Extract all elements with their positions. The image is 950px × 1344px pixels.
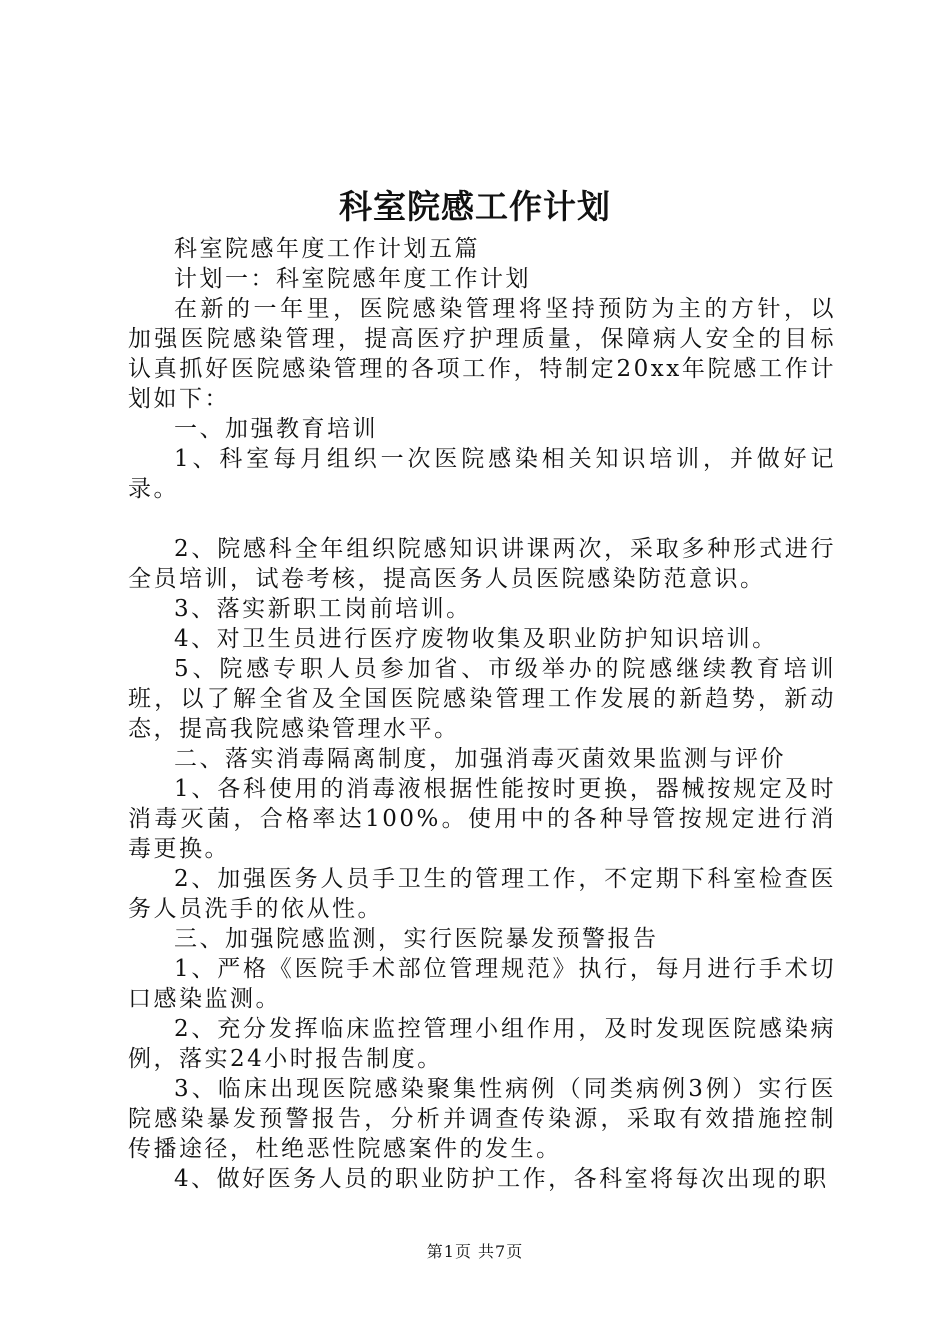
paragraph-item: 1、科室每月组织一次医院感染相关知识培训，并做好记录。 (128, 446, 836, 502)
paragraph-item: 2、加强医务人员手卫生的管理工作，不定期下科室检查医务人员洗手的依从性。 (128, 866, 836, 922)
section-heading-1: 一、加强教育培训 (174, 416, 378, 442)
paragraph-plan-heading: 计划一：科室院感年度工作计划 (174, 266, 531, 292)
paragraph-intro: 在新的一年里，医院感染管理将坚持预防为主的方针，以加强医院感染管理，提高医疗护理质量，保障病人安全的目标认真抓好医院感染管理的各项工作，特制定20xx年院感工作计划如下： (128, 296, 836, 412)
paragraph-item: 4、做好医务人员的职业防护工作，各科室将每次出现的职 (174, 1166, 829, 1192)
section-heading-2: 二、落实消毒隔离制度，加强消毒灭菌效果监测与评价 (174, 746, 786, 772)
document-body (128, 234, 836, 1194)
paragraph-item: 3、临床出现医院感染聚集性病例（同类病例3例）实行医院感染暴发预警报告，分析并调查传染源，采取有效措施控制传播途径，杜绝恶性院感案件的发生。 (128, 1076, 836, 1162)
paragraph-item: 2、院感科全年组织院感知识讲课两次，采取多种形式进行全员培训，试卷考核，提高医务人员医院感染防范意识。 (128, 536, 836, 592)
paragraph-subtitle: 科室院感年度工作计划五篇 (174, 236, 480, 262)
paragraph-item: 1、各科使用的消毒液根据性能按时更换，器械按规定及时消毒灭菌，合格率达100%。使用中的各种导管按规定进行消毒更换。 (128, 776, 836, 862)
paragraph-item: 5、院感专职人员参加省、市级举办的院感继续教育培训班，以了解全省及全国医院感染管理工作发展的新趋势，新动态，提高我院感染管理水平。 (128, 656, 836, 742)
paragraph-item: 2、充分发挥临床监控管理小组作用，及时发现医院感染病例，落实24小时报告制度。 (128, 1016, 836, 1072)
paragraph-item: 1、严格《医院手术部位管理规范》执行，每月进行手术切口感染监测。 (128, 956, 836, 1012)
paragraph-item: 3、落实新职工岗前培训。 (174, 596, 472, 622)
paragraph-item: 4、对卫生员进行医疗废物收集及职业防护知识培训。 (174, 626, 778, 652)
section-heading-3: 三、加强院感监测，实行医院暴发预警报告 (174, 926, 659, 952)
page-number: 第1页 共7页 (426, 1242, 524, 1261)
document-title: 科室院感工作计划 (339, 187, 611, 226)
